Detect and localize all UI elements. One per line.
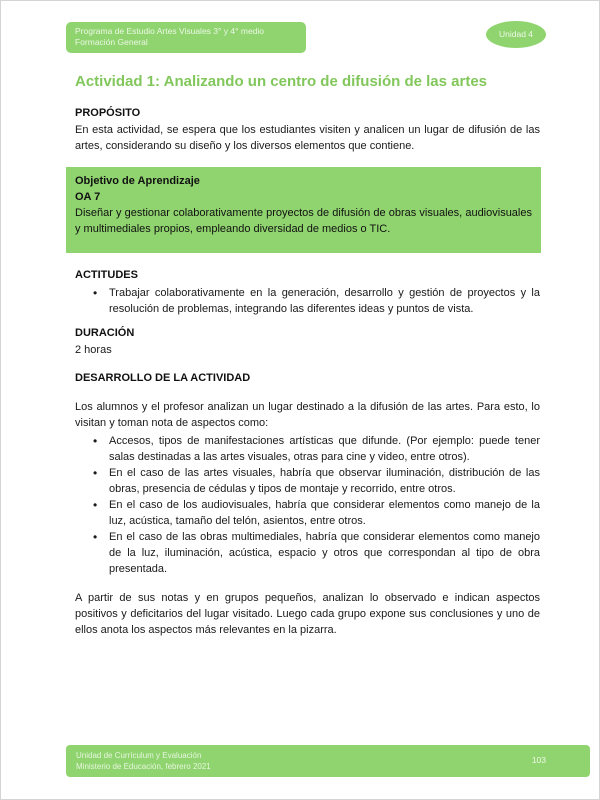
desarrollo-intro: Los alumnos y el profesor analizan un lugar destinado a la difusión de las artes. Para esto, lo visitan y toman nota de aspectos como: bbox=[75, 401, 540, 429]
objetivo-body: Diseñar y gestionar colaborativamente proyectos de difusión de obras visuales, audiovisuales y multimediales propios, empleando diversidad de medios o TIC. bbox=[75, 207, 532, 235]
actitudes-heading: ACTITUDES bbox=[75, 269, 138, 281]
content-column bbox=[66, 72, 541, 638]
desarrollo-list bbox=[75, 433, 540, 577]
footer-org-line2: Ministerio de Educación, febrero 2021 bbox=[76, 762, 211, 771]
desarrollo-heading: DESARROLLO DE LA ACTIVIDAD bbox=[75, 372, 251, 384]
footer-org bbox=[76, 750, 211, 772]
list-item: • Trabajar colaborativamente en la generación, desarrollo y gestión de proyectos y la resolución de problemas, integrando las diferentes ideas y puntos de vista. bbox=[109, 285, 540, 317]
page-title: Actividad 1: Analizando un centro de difusión de las artes bbox=[75, 73, 488, 90]
duracion-value: 2 horas bbox=[75, 344, 112, 356]
desarrollo-closing: A partir de sus notas y en grupos pequeños, analizan lo observado e indican aspectos positivos y deficitarios del lugar visitado. Luego cada grupo expone sus conclusiones y uno de ellos anota los aspectos más relevantes en la pizarra. bbox=[75, 592, 540, 636]
list-item: • Accesos, tipos de manifestaciones artísticas que difunde. (Por ejemplo: puede tener salas destinadas a las artes visuales, otras para cine y video, entre otros). bbox=[109, 433, 540, 465]
footer-bar bbox=[66, 745, 590, 777]
proposito-heading: PROPÓSITO bbox=[75, 107, 141, 119]
page-number: 103 bbox=[531, 755, 546, 765]
objetivo-box bbox=[66, 167, 541, 253]
proposito-body: En esta actividad, se espera que los estudiantes visiten y analicen un lugar de difusión de las artes, considerando su diseño y los diversos elementos que contiene. bbox=[75, 124, 540, 152]
program-subtitle: Formación General bbox=[75, 37, 148, 47]
program-title: Programa de Estudio Artes Visuales 3° y 4° medio bbox=[75, 26, 265, 36]
duracion-heading: DURACIÓN bbox=[75, 327, 135, 339]
actitudes-list bbox=[75, 285, 540, 317]
footer-org-line1: Unidad de Currículum y Evaluación bbox=[76, 751, 202, 760]
header-unit-badge: Unidad 4 bbox=[486, 21, 546, 48]
header-program-badge bbox=[66, 22, 306, 53]
list-item: • En el caso de las artes visuales, habría que observar iluminación, distribución de las obras, presencia de cédulas y tipos de montaje y recorrido, entre otros. bbox=[109, 465, 540, 497]
objetivo-heading: Objetivo de Aprendizaje bbox=[75, 175, 200, 187]
list-item: • En el caso de las obras multimediales, habría que considerar elementos como manejo de la luz, iluminación, acústica, espacio y otros que correspondan al tipo de obra presentada. bbox=[109, 529, 540, 577]
objetivo-code: OA 7 bbox=[75, 191, 101, 203]
list-item: • En el caso de los audiovisuales, habría que considerar elementos como manejo de la luz, acústica, tamaño del telón, asientos, entre otros. bbox=[109, 497, 540, 529]
